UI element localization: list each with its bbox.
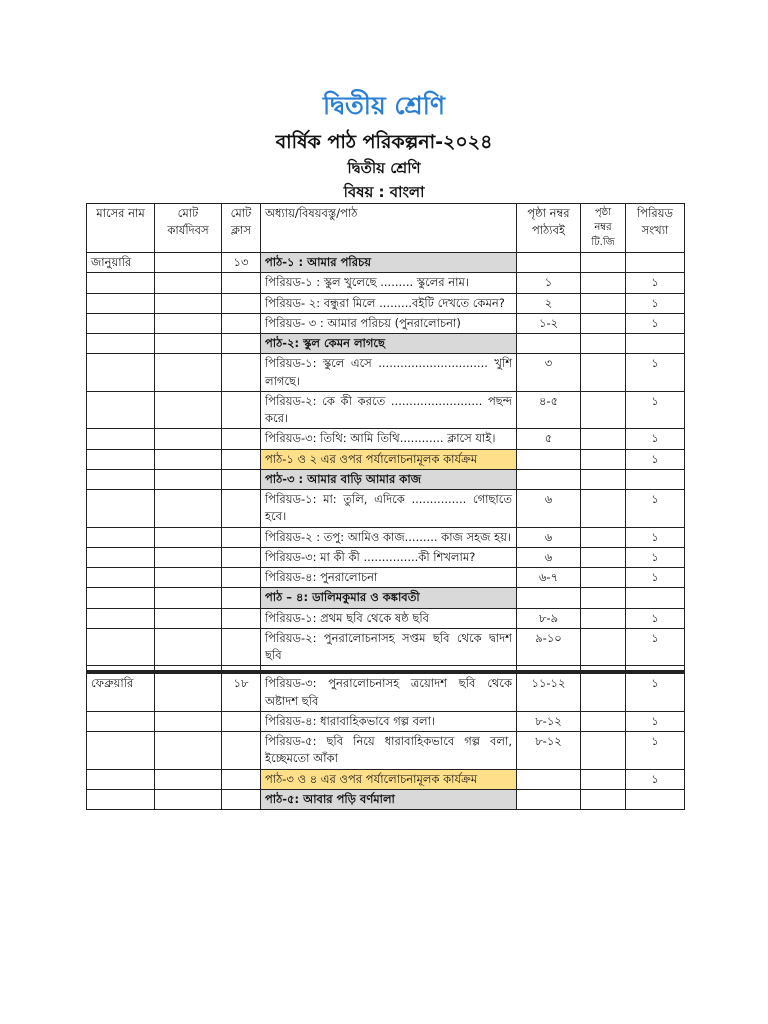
period-cell: ১: [626, 490, 685, 528]
table-row: [87, 391, 685, 429]
lesson-heading: পাঠ – ৪: ডালিমকুমার ও কঙ্কাবতী: [261, 588, 517, 608]
page-cell: ১-২: [517, 313, 581, 333]
lesson-cell: পিরিয়ড-৪: ধারাবাহিকভাবে গল্প বলা।: [261, 711, 517, 731]
page-cell: [517, 588, 581, 608]
header-workdays: মোট কার্যদিবস: [155, 204, 222, 253]
header-periods: পিরিয়ড সংখ্যা: [626, 204, 685, 253]
lesson-cell: পিরিয়ড-২: পুনরালোচনাসহ সপ্তম ছবি থেকে দ্বাদশ ছবি: [261, 628, 517, 666]
period-cell: [626, 469, 685, 489]
period-cell: ১: [626, 608, 685, 628]
lesson-cell: পিরিয়ড-৩: পুনরালোচনাসহ ত্রয়োদশ ছবি থেকে অষ্টাদশ ছবি: [261, 672, 517, 711]
table-header-row: [87, 204, 685, 253]
period-cell: ১: [626, 711, 685, 731]
table-row: [87, 334, 685, 354]
table-row: [87, 608, 685, 628]
period-cell: ১: [626, 547, 685, 567]
header-page-book: পৃষ্ঠা নম্বর পাঠ্যবই: [517, 204, 581, 253]
workdays-cell: [155, 672, 222, 711]
table-row: [87, 490, 685, 528]
classes-cell: ১৩: [222, 253, 261, 273]
review-activity-cell: পাঠ-১ ও ২ এর ওপর পর্যালোচনামূলক কার্যক্রম: [261, 449, 517, 469]
period-cell: ১: [626, 527, 685, 547]
lesson-heading: পাঠ-১ : আমার পরিচয়: [261, 253, 517, 273]
page-cell: ৫: [517, 429, 581, 449]
table-row: [87, 253, 685, 273]
table-row: [87, 527, 685, 547]
period-cell: ১: [626, 628, 685, 666]
table-row: [87, 711, 685, 731]
page-cell: ৮-৯: [517, 608, 581, 628]
lesson-cell: পিরিয়ড-১: মা: তুলি, এদিকে ............... গোছাতে হবে।: [261, 490, 517, 528]
page-cell: [517, 449, 581, 469]
table-row: [87, 354, 685, 392]
table-row: [87, 769, 685, 789]
period-cell: ১: [626, 732, 685, 770]
period-cell: ১: [626, 429, 685, 449]
lesson-cell: পিরিয়ড-১: স্কুলে এসে .............................. খুশি লাগছে।: [261, 354, 517, 392]
page-cell: ৩: [517, 354, 581, 392]
lesson-cell: পিরিয়ড- ২: বন্ধুরা মিলে .........বইটি দেখতে কেমন?: [261, 293, 517, 313]
table-row: [87, 547, 685, 567]
month-cell: ফেব্রুয়ারি: [87, 672, 155, 711]
table-row: [87, 732, 685, 770]
page-cell: ১: [517, 273, 581, 293]
classes-cell: ১৮: [222, 672, 261, 711]
period-cell: ১: [626, 293, 685, 313]
tg-cell: [581, 253, 626, 273]
table-row: [87, 449, 685, 469]
table-row: [87, 588, 685, 608]
period-cell: [626, 334, 685, 354]
period-cell: ১: [626, 449, 685, 469]
table-row: [87, 672, 685, 711]
page-cell: ৬: [517, 527, 581, 547]
class-line: দ্বিতীয় শ্রেণি: [347, 159, 421, 177]
page-cell: [517, 789, 581, 809]
table-row: [87, 273, 685, 293]
page-cell: ৪-৫: [517, 391, 581, 429]
table-row: [87, 789, 685, 809]
header-lesson: অধ্যায়/বিষয়বস্তু/পাঠ: [261, 204, 517, 253]
header-page-tg: পৃষ্ঠা নম্বর টি.জি: [581, 204, 626, 253]
page-cell: [517, 334, 581, 354]
lesson-cell: পিরিয়ড-২: কে কী করতে ......................... পছন্দ করে।: [261, 391, 517, 429]
page-cell: ৮-১২: [517, 711, 581, 731]
month-cell: জানুয়ারি: [87, 253, 155, 273]
table-row: [87, 469, 685, 489]
page-cell: [517, 769, 581, 789]
period-cell: ১: [626, 354, 685, 392]
lesson-heading: পাঠ-৫: আবার পড়ি বর্ণমালা: [261, 789, 517, 809]
table-row: [87, 628, 685, 666]
page-cell: ১১-১২: [517, 672, 581, 711]
main-title: দ্বিতীয় শ্রেণি: [323, 91, 445, 120]
lesson-cell: পিরিয়ড-২ : তপু: আমিও কাজ......... কাজ সহজ হয়।: [261, 527, 517, 547]
lesson-cell: পিরিয়ড-৪: পুনরালোচনা: [261, 568, 517, 588]
period-cell: [626, 253, 685, 273]
plan-title: বার্ষিক পাঠ পরিকল্পনা-২০২৪: [275, 131, 493, 153]
period-cell: ১: [626, 568, 685, 588]
period-cell: ১: [626, 391, 685, 429]
lesson-cell: পিরিয়ড- ৩ : আমার পরিচয় (পুনরালোচনা): [261, 313, 517, 333]
period-cell: ১: [626, 273, 685, 293]
lesson-cell: পিরিয়ড-৩: মা কী কী ...............কী শিখলাম?: [261, 547, 517, 567]
period-cell: [626, 588, 685, 608]
lesson-plan-table: [86, 203, 685, 810]
page-cell: ৯-১০: [517, 628, 581, 666]
page-cell: [517, 253, 581, 273]
table-row: [87, 429, 685, 449]
period-cell: [626, 789, 685, 809]
page-cell: ৬: [517, 547, 581, 567]
period-cell: ১: [626, 313, 685, 333]
page-cell: ২: [517, 293, 581, 313]
page-cell: ৮-১২: [517, 732, 581, 770]
table-row: [87, 293, 685, 313]
lesson-cell: পিরিয়ড-১ : স্কুল খুলেছে ......... স্কুলের নাম।: [261, 273, 517, 293]
period-cell: ১: [626, 769, 685, 789]
lesson-heading: পাঠ-২: স্কুল কেমন লাগছে: [261, 334, 517, 354]
header-classes: মোট ক্লাস: [222, 204, 261, 253]
lesson-cell: পিরিয়ড-৩: তিথি: আমি তিথি............ ক্লাসে যাই।: [261, 429, 517, 449]
lesson-cell: পিরিয়ড-৫: ছবি নিয়ে ধারাবাহিকভাবে গল্প বলা, ইচ্ছেমতো আঁকা: [261, 732, 517, 770]
page-cell: ৬-৭: [517, 568, 581, 588]
workdays-cell: [155, 253, 222, 273]
page-cell: [517, 469, 581, 489]
table-row: [87, 313, 685, 333]
lesson-cell: পিরিয়ড-১: প্রথম ছবি থেকে ষষ্ঠ ছবি: [261, 608, 517, 628]
subject-line: বিষয় : বাংলা: [343, 183, 425, 201]
lesson-heading: পাঠ-৩ : আমার বাড়ি আমার কাজ: [261, 469, 517, 489]
header-month: মাসের নাম: [87, 204, 155, 253]
review-activity-cell: পাঠ-৩ ও ৪ এর ওপর পর্যালোচনামূলক কার্যক্রম: [261, 769, 517, 789]
page-cell: ৬: [517, 490, 581, 528]
table-row: [87, 568, 685, 588]
period-cell: ১: [626, 672, 685, 711]
